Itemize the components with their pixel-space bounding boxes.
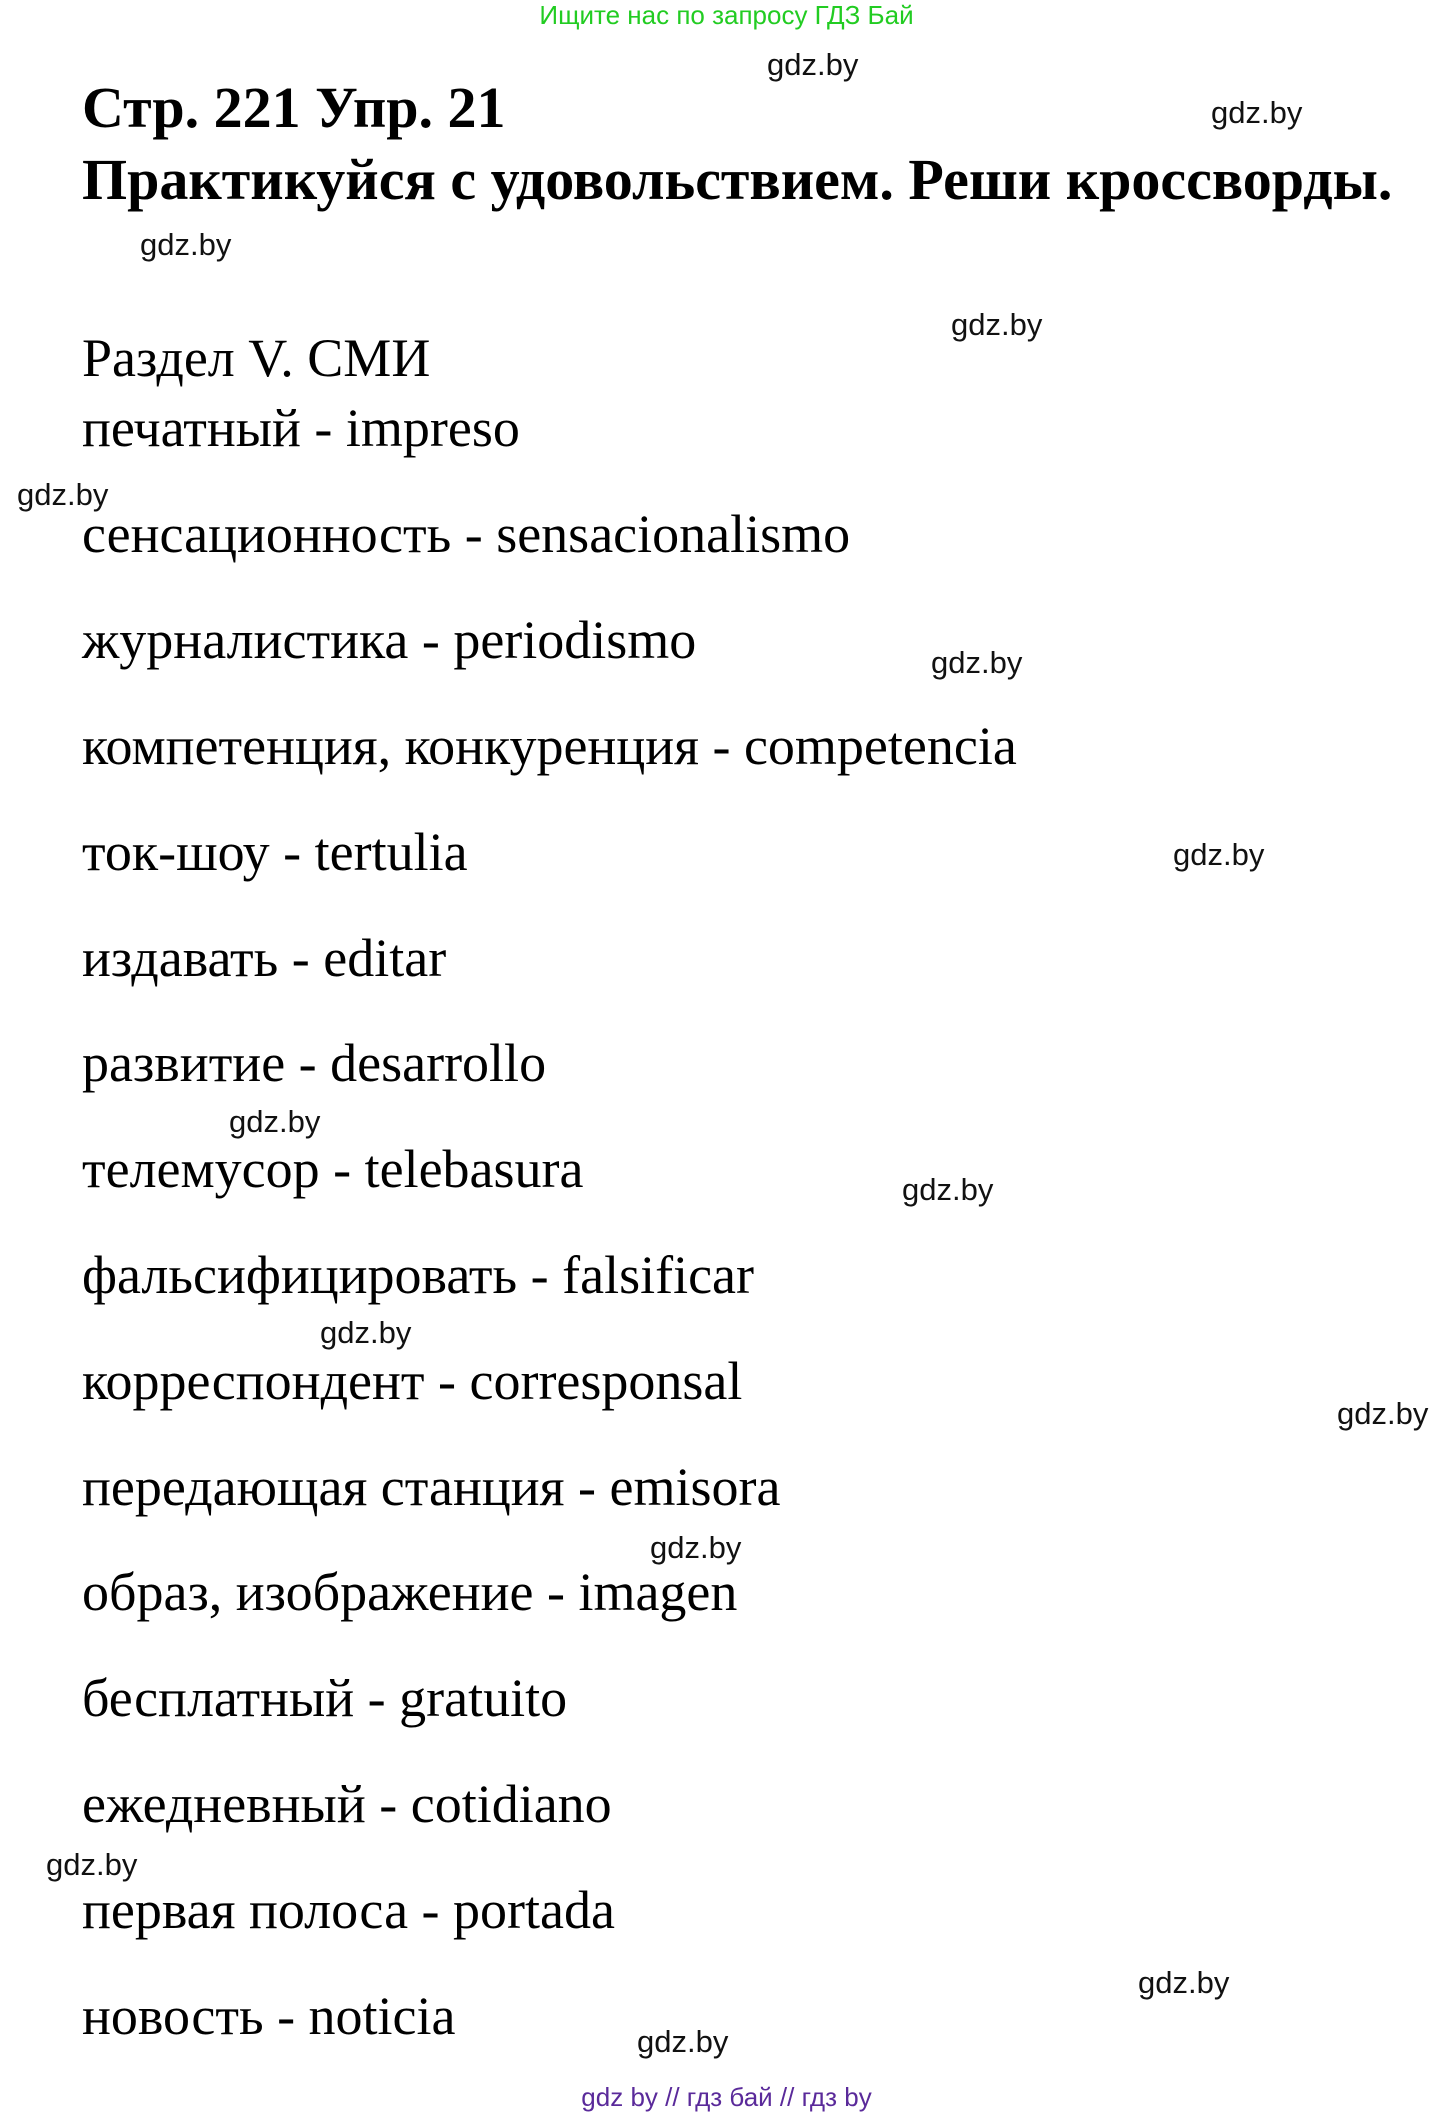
exercise-instruction: Практикуйся с удовольствием. Реши кроссворды. — [82, 147, 1393, 212]
watermark: gdz.by — [320, 1315, 412, 1350]
vocab-entry: фальсифицировать - falsificar — [82, 1245, 754, 1305]
vocab-entry: журналистика - periodismo — [82, 610, 697, 670]
watermark: gdz.by — [767, 47, 859, 82]
vocab-entry: бесплатный - gratuito — [82, 1668, 568, 1728]
watermark: gdz.by — [951, 307, 1043, 342]
vocab-entry: образ, изображение - imagen — [82, 1562, 738, 1622]
watermark: gdz.by — [1211, 95, 1303, 130]
watermark: gdz.by — [637, 2024, 729, 2059]
watermark: gdz.by — [140, 227, 232, 262]
vocab-entry: сенсационность - sensacionalismo — [82, 504, 851, 564]
vocab-entry: корреспондент - corresponsal — [82, 1351, 743, 1411]
vocab-entry: телемусор - telebasura — [82, 1139, 584, 1199]
vocab-entry: передающая станция - emisora — [82, 1457, 781, 1517]
vocab-entry: развитие - desarrollo — [82, 1033, 547, 1093]
watermark: gdz.by — [17, 477, 109, 512]
vocab-entry: печатный - impreso — [82, 398, 520, 458]
watermark: gdz.by — [1138, 1965, 1230, 2000]
vocab-entry: ток-шоу - tertulia — [82, 822, 468, 882]
watermark: gdz.by — [46, 1847, 138, 1882]
vocab-entry: первая полоса - portada — [82, 1880, 615, 1940]
watermark: gdz.by — [650, 1530, 742, 1565]
watermark: gdz.by — [1337, 1396, 1429, 1431]
vocab-entry: издавать - editar — [82, 928, 447, 988]
footer-links[interactable]: gdz by // гдз бай // гдз by — [581, 2082, 872, 2112]
vocab-entry: новость - noticia — [82, 1986, 456, 2046]
watermark: gdz.by — [1173, 837, 1265, 872]
vocab-entry: компетенция, конкуренция - competencia — [82, 716, 1017, 776]
watermark: gdz.by — [902, 1172, 994, 1207]
vocab-entry: ежедневный - cotidiano — [82, 1774, 612, 1834]
watermark: gdz.by — [931, 645, 1023, 680]
section-label: Раздел V. СМИ — [82, 328, 431, 388]
watermark: gdz.by — [229, 1104, 321, 1139]
search-hint-link[interactable]: Ищите нас по запросу ГДЗ Бай — [539, 0, 914, 30]
page-title: Стр. 221 Упр. 21 — [82, 75, 506, 140]
